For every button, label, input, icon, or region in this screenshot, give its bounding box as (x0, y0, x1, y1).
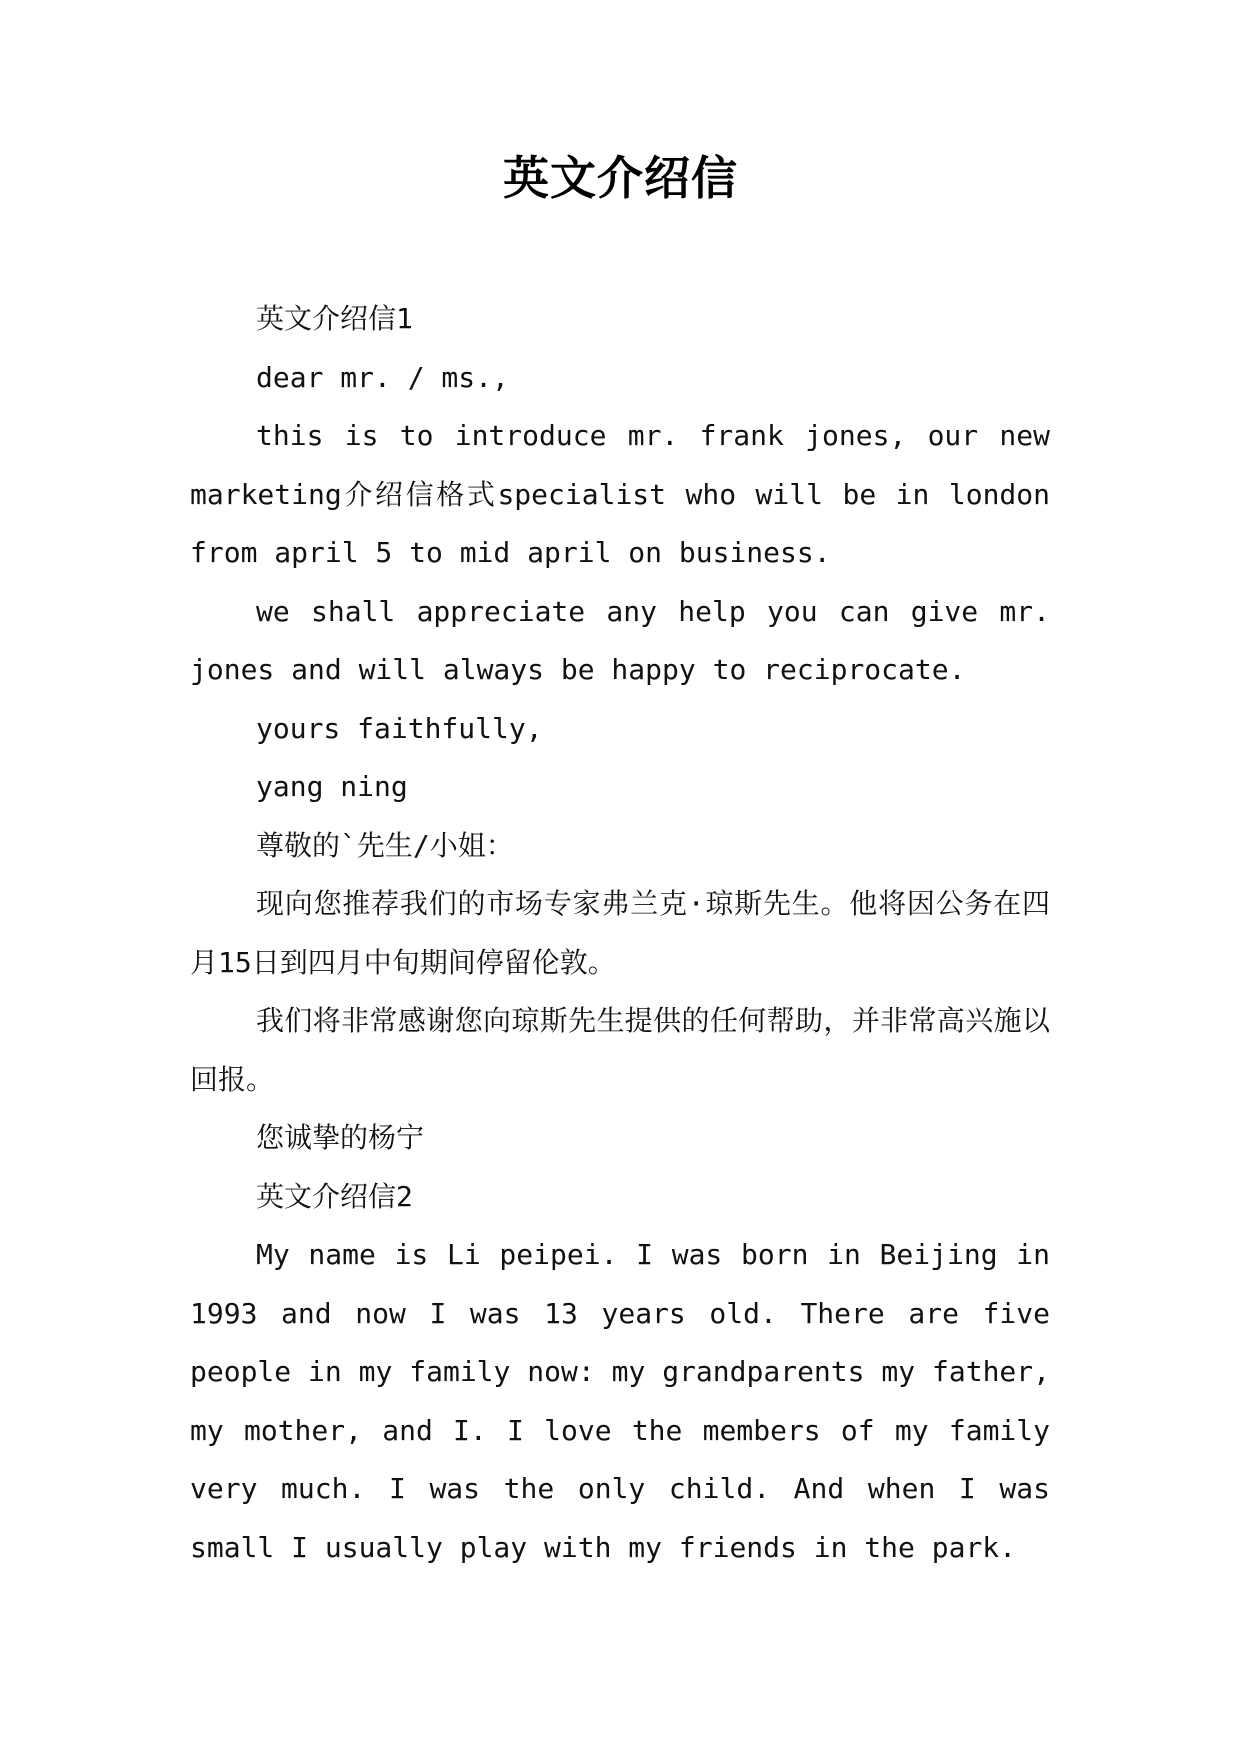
signature-en: yang ning (256, 770, 408, 803)
salutation-en: dear mr. / ms., (256, 360, 509, 394)
paragraph-introduce-en: this is to introduce mr. frank jones, our new marketing介绍信格式specialist who will be in london from april 5 to mid april on business. (190, 419, 1050, 569)
salutation-zh: 尊敬的`先生/小姐： (256, 828, 514, 862)
paragraph-self-intro: My name is Li peipei. I was born in Beijing in 1993 and now I was 13 years old. There are five people in my family now: my grandparents my father, my mother, and I. I love the members of my family very much. I was the only child. And when I was small I usually play with my friends in the park. (190, 1238, 1050, 1564)
paragraph-introduce-zh: 现向您推荐我们的市场专家弗兰克·琼斯先生。他将因公务在四月15日到四月中旬期间停留伦敦。 (190, 887, 1050, 979)
section-heading-2: 英文介绍信2 (256, 1179, 413, 1213)
signature-zh: 您诚挚的杨宁 (256, 1121, 425, 1154)
document-title: 英文介绍信 (503, 151, 738, 205)
paragraph-appreciate-en: we shall appreciate any help you can give mr. jones and will always be happy to reciprocate. (190, 594, 1050, 686)
paragraph-appreciate-zh: 我们将非常感谢您向琼斯先生提供的任何帮助，并非常高兴施以回报。 (190, 1004, 1050, 1096)
closing-en: yours faithfully, (256, 711, 543, 745)
section-heading-1: 英文介绍信1 (256, 302, 413, 335)
document-body (190, 290, 1050, 1577)
